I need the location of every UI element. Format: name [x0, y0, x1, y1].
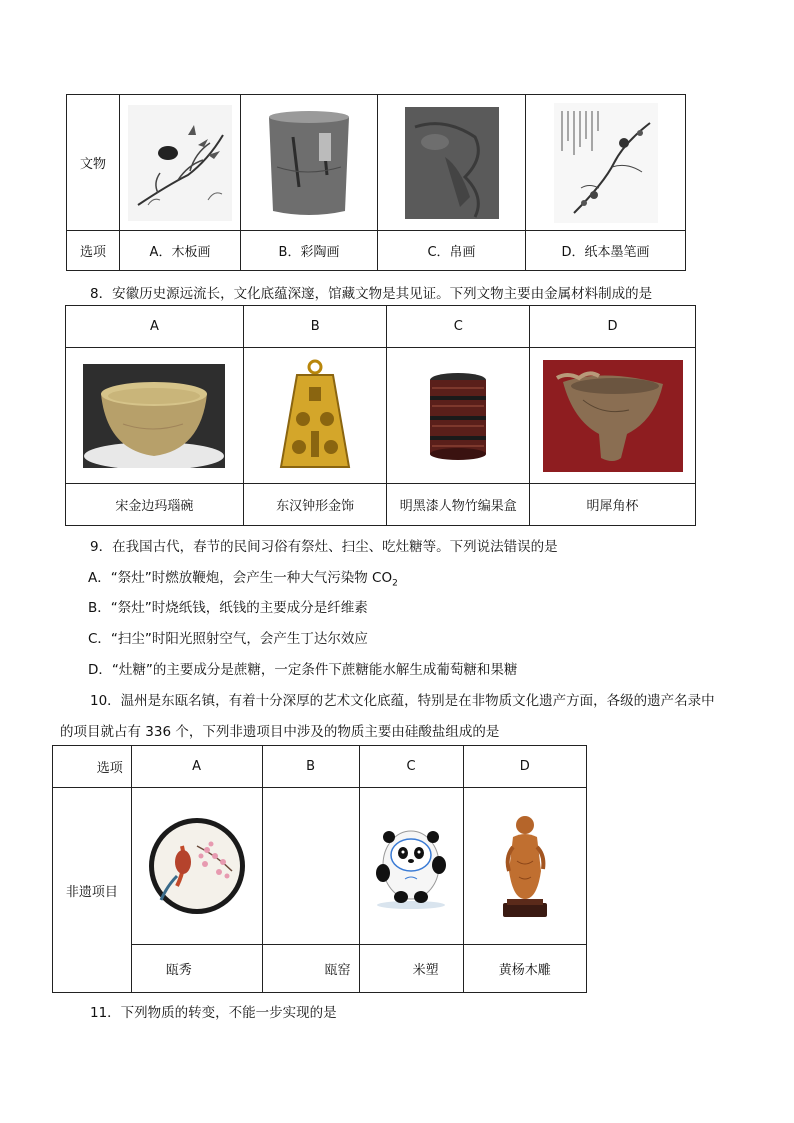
bell-gold-ornament-image: [275, 357, 355, 475]
q9-stem: 9．在我国古代，春节的民间习俗有祭灶、扫尘、吃灶糖等。下列说法错误的是: [90, 539, 558, 555]
woodblock-painting-image: [128, 105, 232, 221]
q8-header-a: A: [66, 306, 244, 348]
q10-header-c: C: [359, 746, 463, 788]
q11-stem: 11．下列物质的转变，不能一步实现的是: [90, 1005, 337, 1021]
q9-option-a-subscript: 2: [392, 578, 398, 589]
rhino-horn-cup-image: [543, 360, 683, 472]
q8-image-a: [66, 348, 244, 484]
q8-image-d: [530, 348, 696, 484]
q10-table: [52, 745, 587, 993]
q10-stem-line2: 的项目就占有 336 个，下列非遗项目中涉及的物质主要由硅酸盐组成的是: [60, 724, 500, 740]
q10-image-c: [359, 788, 463, 945]
q8-image-b: [243, 348, 387, 484]
q8-header-d: D: [530, 306, 696, 348]
lacquer-box-image: [426, 370, 490, 462]
q10-caption-a: 瓯秀: [131, 945, 262, 993]
ink-paper-painting-image: [554, 103, 658, 223]
q9-option-c: C．“扫尘”时阳光照射空气，会产生丁达尔效应: [88, 631, 368, 647]
q7-image-d: [526, 95, 686, 231]
silk-painting-image: [405, 107, 499, 219]
q10-image-a: [131, 788, 262, 945]
q8-header-c: C: [387, 306, 530, 348]
q8-image-c: [387, 348, 530, 484]
q10-header-a: A: [131, 746, 262, 788]
q7-image-b: [241, 95, 378, 231]
q10-stem-line1: 10．温州是东瓯名镇，有着十分深厚的艺术文化底蕴，特别是在非物质文化遗产方面，各级的遗产名录中: [90, 693, 715, 709]
q10-corner-label: 选项: [53, 746, 132, 788]
q7-row-label-artifact: 文物: [67, 95, 120, 231]
q8-stem: 8．安徽历史源远流长，文化底蕴深邃，馆藏文物是其见证。下列文物主要由金属材料制成的是: [90, 286, 653, 302]
q9-option-a: [88, 566, 398, 589]
agate-bowl-image: [83, 364, 225, 468]
q10-header-b: B: [262, 746, 359, 788]
q8-header-b: B: [243, 306, 387, 348]
q10-caption-d: 黄杨木雕: [463, 945, 586, 993]
q8-caption-d: 明犀角杯: [530, 484, 696, 526]
q7-option-c: C．帛画: [378, 231, 526, 271]
q7-option-a: A．木板画: [120, 231, 241, 271]
q7-option-b: B．彩陶画: [241, 231, 378, 271]
q8-caption-a: 宋金边玛瑙碗: [66, 484, 244, 526]
q10-row-label: 非遗项目: [53, 788, 132, 993]
boxwood-carving-image: [497, 811, 553, 921]
q8-caption-c: 明黑漆人物竹编果盒: [387, 484, 530, 526]
q7-image-c: [378, 95, 526, 231]
q9-option-a-text: A．“祭灶”时燃放鞭炮，会产生一种大气污染物 CO: [88, 570, 393, 586]
q7-row-label-option: 选项: [67, 231, 120, 271]
q10-caption-b: 瓯窑: [262, 945, 359, 993]
q10-image-b: [262, 788, 359, 945]
q7-table: [66, 94, 686, 271]
painted-pottery-image: [263, 107, 355, 219]
q10-image-d: [463, 788, 586, 945]
q10-caption-c: 米塑: [359, 945, 463, 993]
q8-table: [65, 305, 696, 526]
q10-header-d: D: [463, 746, 586, 788]
q7-option-d: D．纸本墨笔画: [526, 231, 686, 271]
q8-caption-b: 东汉钟形金饰: [243, 484, 387, 526]
panda-mascot-image: [371, 821, 451, 911]
q9-option-b: B．“祭灶”时烧纸钱，纸钱的主要成分是纤维素: [88, 600, 368, 616]
q9-option-d: D．“灶糖”的主要成分是蔗糖，一定条件下蔗糖能水解生成葡萄糖和果糖: [88, 662, 518, 678]
embroidery-image: [147, 816, 247, 916]
q7-image-a: [120, 95, 241, 231]
